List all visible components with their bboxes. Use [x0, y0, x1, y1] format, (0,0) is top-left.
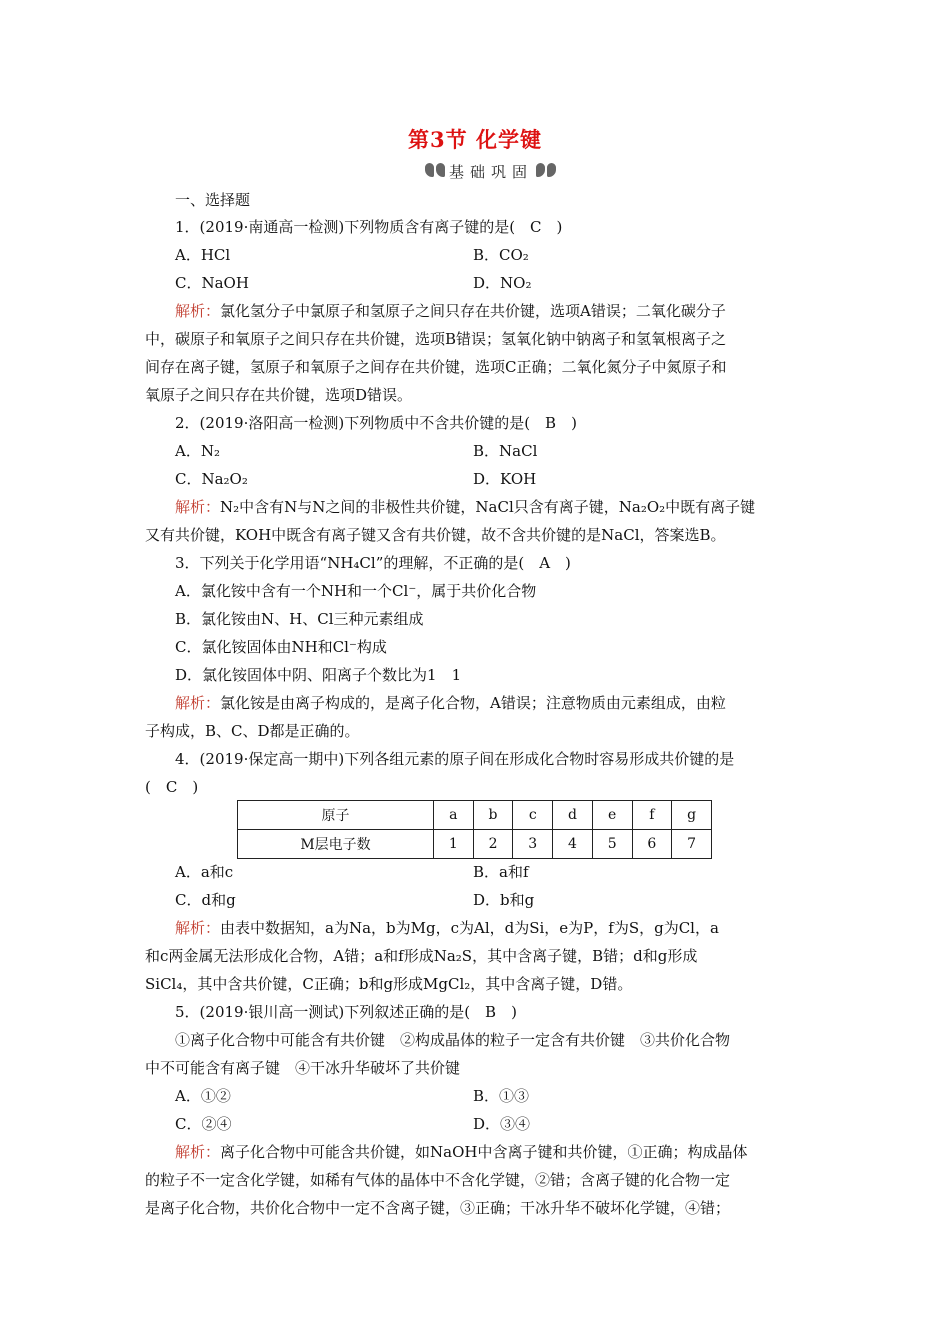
q4-explanation-line-1: 解析：由表中数据知，a为Na，b为Mg，c为Al，d为Si，e为P，f为S，g为Cl，a — [175, 919, 719, 937]
q2-explanation-line-2: 又有共价键，KOH中既含有离子键又含有共价键，故不含共价键的是NaCl，答案选B。 — [145, 526, 726, 544]
q1-explanation-line-2: 中，碳原子和氧原子之间只存在共价键，选项B错误；氢氧化钠中钠离子和氢氧根离子之 — [145, 330, 727, 348]
q4-option-d: D．b和g — [473, 891, 535, 909]
atom-table — [237, 800, 712, 859]
explanation-label: 解析： — [175, 498, 221, 516]
table-cell: 2 — [473, 830, 513, 859]
q3-option-c: C．氯化铵固体由NH和Cl⁻构成 — [175, 638, 387, 656]
q4-answer: ( C ) — [145, 778, 199, 796]
q4-option-c: C．d和g — [175, 891, 236, 909]
table-cell: 6 — [632, 830, 672, 859]
q1-option-c: C．NaOH — [175, 274, 249, 292]
q5-explanation-line-1: 解析：离子化合物中可能含共价键，如NaOH中含离子键和共价键，①正确；构成晶体 — [175, 1143, 748, 1161]
q3-explanation-line-1: 解析：氯化铵是由离子构成的，是离子化合物，A错误；注意物质由元素组成，由粒 — [175, 694, 726, 712]
open-quote-icon — [425, 160, 447, 182]
table-cell: a — [434, 801, 474, 830]
q3-option-b: B．氯化铵由N、H、Cl三种元素组成 — [175, 610, 424, 628]
table-cell: 3 — [513, 830, 553, 859]
q3-explanation-line-2: 子构成，B、C、D都是正确的。 — [145, 722, 360, 740]
explanation-label: 解析： — [175, 919, 221, 937]
table-row — [238, 830, 712, 859]
q4-explanation-line-3: SiCl₄，其中含共价键，C正确；b和g形成MgCl₂，其中含离子键，D错。 — [145, 975, 633, 993]
table-cell: b — [473, 801, 513, 830]
q2-option-d: D．KOH — [473, 470, 537, 488]
explanation-label: 解析： — [175, 1143, 221, 1161]
table-cell: 1 — [434, 830, 474, 859]
table-cell: 5 — [592, 830, 632, 859]
q4-option-b: B．a和f — [473, 863, 529, 881]
q5-option-c: C．②④ — [175, 1115, 232, 1133]
table-cell: d — [553, 801, 593, 830]
table-cell: g — [672, 801, 712, 830]
q2-option-a: A．N₂ — [175, 442, 220, 460]
table-row — [238, 801, 712, 830]
section-banner — [425, 158, 557, 184]
page-title: 第3节 化学键 — [408, 127, 542, 152]
q4-explanation-line-2: 和c两金属无法形成化合物，A错；a和f形成Na₂S，其中含离子键，B错；d和g形成 — [145, 947, 698, 965]
table-cell: 4 — [553, 830, 593, 859]
q2-explanation-line-1: 解析：N₂中含有N与N之间的非极性共价键，NaCl只含有离子键，Na₂O₂中既有离子键 — [175, 498, 756, 516]
q5-statements-line-1: ①离子化合物中可能含有共价键 ②构成晶体的粒子一定含有共价键 ③共价化合物 — [175, 1031, 731, 1049]
close-quote-icon — [535, 160, 557, 182]
q5-explanation-line-3: 是离子化合物，共价化合物中一定不含离子键，③正确；干冰升华不破坏化学键，④错； — [145, 1199, 731, 1217]
banner-label: 基础巩固 — [449, 162, 534, 181]
q1-stem: 1．(2019·南通高一检测)下列物质含有离子键的是( C ) — [175, 218, 563, 236]
q5-option-a: A．①② — [175, 1087, 231, 1105]
q5-option-d: D．③④ — [473, 1115, 531, 1133]
q1-explanation-line-4: 氧原子之间只存在共价键，选项D错误。 — [145, 386, 413, 404]
q2-option-c: C．Na₂O₂ — [175, 470, 248, 488]
q1-option-a: A．HCl — [175, 246, 231, 264]
q1-explanation-line-3: 间存在离子键，氢原子和氧原子之间存在共价键，选项C正确；二氧化氮分子中氮原子和 — [145, 358, 727, 376]
q5-explanation-line-2: 的粒子不一定含化学键，如稀有气体的晶体中不含化学键，②错；含离子键的化合物一定 — [145, 1171, 731, 1189]
q3-stem: 3．下列关于化学用语“NH₄Cl”的理解，不正确的是( A ) — [175, 554, 571, 572]
q4-option-a: A．a和c — [175, 863, 234, 881]
q1-option-b: B．CO₂ — [473, 246, 529, 264]
q5-statements-line-2: 中不可能含有离子键 ④干冰升华破坏了共价键 — [145, 1059, 461, 1077]
q3-option-a: A．氯化铵中含有一个NH和一个Cl⁻，属于共价化合物 — [175, 582, 537, 600]
table-header-cell: 原子 — [238, 801, 434, 830]
q5-stem: 5．(2019·银川高一测试)下列叙述正确的是( B ) — [175, 1003, 517, 1021]
table-cell: 7 — [672, 830, 712, 859]
section-heading: 一、选择题 — [175, 191, 251, 209]
q1-option-d: D．NO₂ — [473, 274, 532, 292]
explanation-label: 解析： — [175, 694, 221, 712]
table-cell: c — [513, 801, 553, 830]
q5-option-b: B．①③ — [473, 1087, 530, 1105]
q3-option-d: D．氯化铵固体中阴、阳离子个数比为1 1 — [175, 666, 462, 684]
q1-explanation-line-1: 解析：氯化氢分子中氯原子和氢原子之间只存在共价键，选项A错误；二氧化碳分子 — [175, 302, 726, 320]
q2-option-b: B．NaCl — [473, 442, 538, 460]
table-header-cell: M层电子数 — [238, 830, 434, 859]
table-cell: e — [592, 801, 632, 830]
table-cell: f — [632, 801, 672, 830]
explanation-label: 解析： — [175, 302, 221, 320]
q4-stem: 4．(2019·保定高一期中)下列各组元素的原子间在形成化合物时容易形成共价键的是 — [175, 750, 735, 768]
q2-stem: 2．(2019·洛阳高一检测)下列物质中不含共价键的是( B ) — [175, 414, 577, 432]
